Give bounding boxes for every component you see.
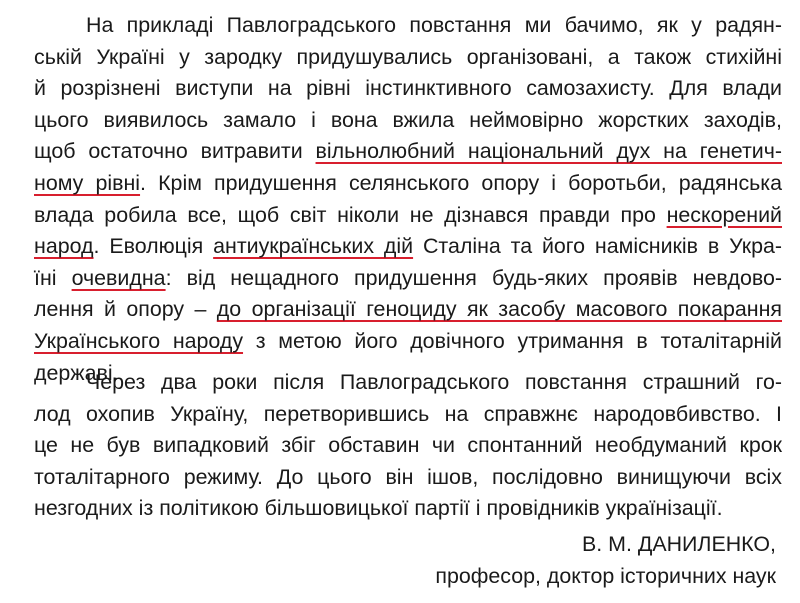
text-segment: Сталіна та його намісників в Укра- <box>413 234 782 259</box>
author-name: В. М. ДАНИЛЕНКО, <box>582 532 776 556</box>
author-title: професор, доктор історичних наук <box>435 564 776 588</box>
underlined-phrase: народ <box>34 234 94 259</box>
text-line <box>34 200 782 231</box>
text-segment: незгодних із політикою більшовицької партії і провідників українізації. <box>34 496 723 521</box>
text-line <box>86 367 782 398</box>
text-segment: з метою його довічного утримання в тоталітарній <box>243 329 782 353</box>
text-segment: цього виявилось замало і вона вжила неймовірно жорстких заходів, <box>34 107 782 132</box>
text-line <box>34 399 782 430</box>
text-line <box>34 231 782 262</box>
text-line <box>34 168 782 199</box>
text-segment: влада робила все, щоб світ ніколи не дізнався правди про <box>34 202 667 227</box>
text-line <box>34 493 782 524</box>
underlined-phrase: вільнолюбний національний дух на генетич- <box>315 139 782 164</box>
text-segment: тоталітарного режиму. До цього він ішов, послідовно винищуючи всіх <box>34 464 782 489</box>
text-segment: державі. <box>34 360 119 385</box>
underlined-phrase: нескорений <box>666 202 782 227</box>
text-line <box>34 136 782 167</box>
text-line <box>34 326 782 357</box>
text-line <box>86 10 782 41</box>
text-segment: . Еволюція <box>93 234 214 259</box>
text-segment: лення й опору – <box>34 297 217 322</box>
text-segment: . Крім придушення селянського опору і боротьби, радянська <box>140 171 783 195</box>
underlined-phrase: антиукраїнських дій <box>213 234 414 259</box>
text-line <box>34 263 782 294</box>
text-line <box>34 294 782 325</box>
underlined-phrase: Українського народу <box>34 329 244 353</box>
text-line <box>34 73 782 104</box>
text-segment: Через два роки після Павлоградського повстання страшний го- <box>86 370 782 394</box>
text-line <box>34 42 782 73</box>
text-segment: : від нещадного придушення будь-яких проявів невдово- <box>165 265 782 290</box>
text-segment: їні <box>34 265 72 290</box>
text-segment: щоб остаточно витравити <box>34 139 316 164</box>
text-segment: ській Україні у зародку придушувались організовані, а також стихійні <box>34 44 782 69</box>
underlined-phrase: очевидна <box>71 265 166 290</box>
text-line <box>34 462 782 493</box>
underlined-phrase: ному рівні <box>34 171 141 195</box>
text-segment: На прикладі Павлоградського повстання ми бачимо, як у радян- <box>86 13 782 37</box>
underlined-phrase: до організації геноциду як засобу масового покарання <box>216 297 783 322</box>
text-line <box>34 105 782 136</box>
text-line <box>34 430 782 461</box>
text-segment: лод охопив Україну, перетворившись на справжнє народовбивство. І <box>34 401 782 426</box>
text-segment: це не був випадковий збіг обставин чи спонтанний необдуманий крок <box>34 433 782 458</box>
text-segment: й розрізнені виступи на рівні інстинктивного самозахисту. Для влади <box>34 76 782 101</box>
